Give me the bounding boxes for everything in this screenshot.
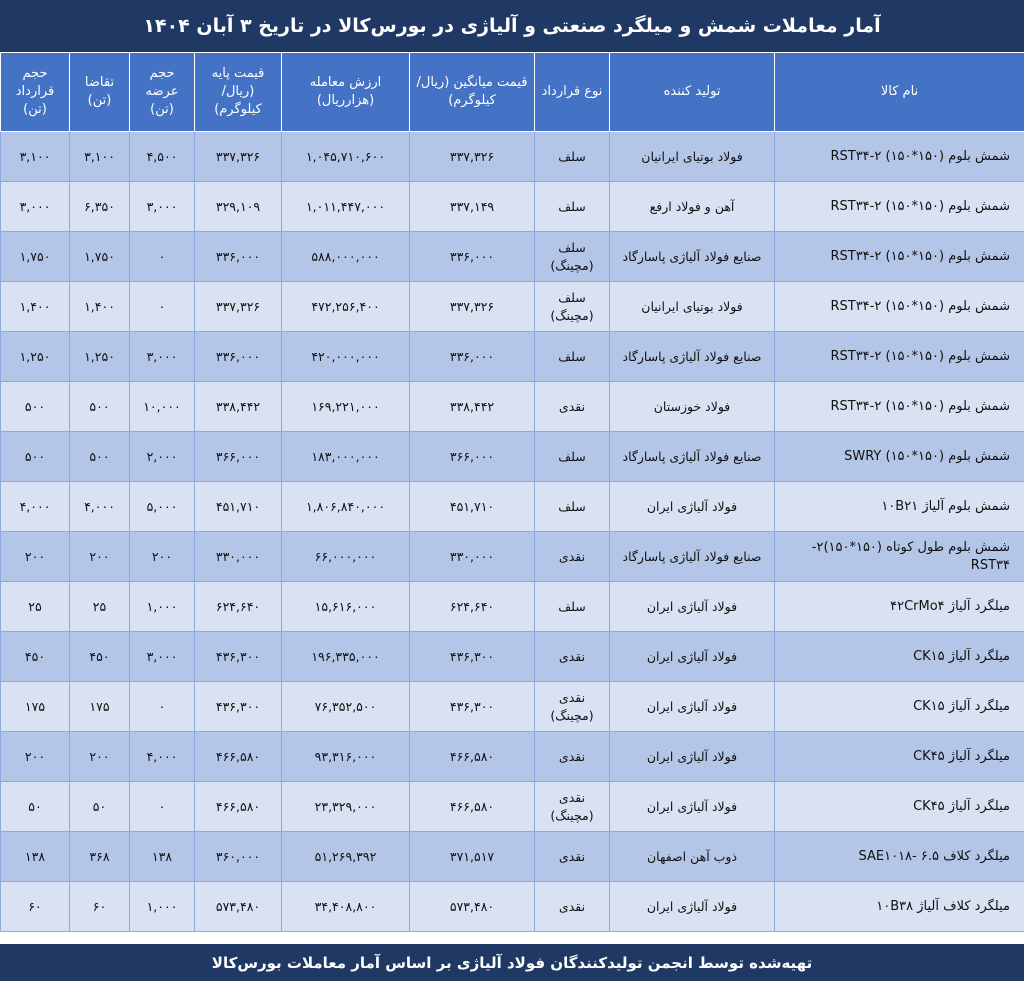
cell-trade-value: ۱,۸۰۶,۸۴۰,۰۰۰ [282, 482, 410, 532]
table-row [1, 182, 1024, 232]
cell-demand: ۲۵ [70, 582, 130, 632]
cell-avg-price: ۳۳۰,۰۰۰ [410, 532, 535, 582]
col-header-avg-price: قیمت میانگین (ریال/ کیلوگرم) [410, 53, 535, 132]
cell-product-name: شمش بلوم (۱۵۰*۱۵۰) ۲-RST۳۴ [775, 182, 1024, 232]
cell-product-name: شمش بلوم (۱۵۰*۱۵۰) ۲-RST۳۴ [775, 282, 1024, 332]
cell-avg-price: ۴۵۱,۷۱۰ [410, 482, 535, 532]
cell-base-price: ۳۳۶,۰۰۰ [195, 332, 282, 382]
cell-supply: ۰ [130, 282, 195, 332]
cell-product-name: شمش بلوم (۱۵۰*۱۵۰) ۲-RST۳۴ [775, 382, 1024, 432]
cell-avg-price: ۳۳۷,۱۴۹ [410, 182, 535, 232]
cell-volume: ۱,۷۵۰ [1, 232, 70, 282]
cell-base-price: ۴۶۶,۵۸۰ [195, 782, 282, 832]
cell-producer: فولاد آلیاژی ایران [610, 732, 775, 782]
cell-volume: ۲۰۰ [1, 532, 70, 582]
cell-demand: ۶۰ [70, 882, 130, 932]
cell-avg-price: ۳۳۷,۳۲۶ [410, 132, 535, 182]
cell-supply: ۳,۰۰۰ [130, 632, 195, 682]
cell-contract-type: نقدی [535, 732, 610, 782]
cell-contract-type: سلف [535, 432, 610, 482]
cell-volume: ۳,۱۰۰ [1, 132, 70, 182]
header-row [1, 53, 1024, 132]
col-header-supply: حجم عرضه (تن) [130, 53, 195, 132]
col-header-trade-value: ارزش معامله (هزارریال) [282, 53, 410, 132]
cell-demand: ۲۰۰ [70, 532, 130, 582]
cell-demand: ۳۶۸ [70, 832, 130, 882]
table-row [1, 882, 1024, 932]
cell-volume: ۵۰۰ [1, 432, 70, 482]
cell-demand: ۵۰ [70, 782, 130, 832]
cell-volume: ۱۳۸ [1, 832, 70, 882]
cell-base-price: ۳۳۰,۰۰۰ [195, 532, 282, 582]
cell-producer: آهن و فولاد ارفع [610, 182, 775, 232]
trades-table-wrap [0, 52, 1024, 944]
cell-avg-price: ۳۶۶,۰۰۰ [410, 432, 535, 482]
cell-supply: ۱,۰۰۰ [130, 882, 195, 932]
cell-product-name: میلگرد آلیاژ ۴۲CrMo۴ [775, 582, 1024, 632]
cell-demand: ۴,۰۰۰ [70, 482, 130, 532]
cell-avg-price: ۳۳۸,۴۴۲ [410, 382, 535, 432]
cell-contract-type: نقدی [535, 382, 610, 432]
col-header-contract: نوع قرارداد [535, 53, 610, 132]
table-row [1, 382, 1024, 432]
cell-demand: ۵۰۰ [70, 432, 130, 482]
cell-volume: ۵۰۰ [1, 382, 70, 432]
cell-avg-price: ۶۲۴,۶۴۰ [410, 582, 535, 632]
cell-volume: ۴,۰۰۰ [1, 482, 70, 532]
cell-contract-type: سلف [535, 332, 610, 382]
cell-avg-price: ۵۷۳,۴۸۰ [410, 882, 535, 932]
cell-volume: ۱,۴۰۰ [1, 282, 70, 332]
cell-product-name: شمش بلوم طول کوتاه (۱۵۰*۱۵۰)۲-RST۳۴ [775, 532, 1024, 582]
cell-volume: ۲۰۰ [1, 732, 70, 782]
cell-supply: ۱,۰۰۰ [130, 582, 195, 632]
cell-base-price: ۳۳۷,۳۲۶ [195, 282, 282, 332]
cell-contract-type: نقدی [535, 632, 610, 682]
cell-base-price: ۳۳۶,۰۰۰ [195, 232, 282, 282]
cell-base-price: ۴۶۶,۵۸۰ [195, 732, 282, 782]
table-row [1, 732, 1024, 782]
cell-avg-price: ۴۳۶,۳۰۰ [410, 682, 535, 732]
cell-demand: ۶,۳۵۰ [70, 182, 130, 232]
cell-product-name: شمش بلوم (۱۵۰*۱۵۰) ۲-RST۳۴ [775, 232, 1024, 282]
cell-supply: ۴,۵۰۰ [130, 132, 195, 182]
cell-demand: ۱,۷۵۰ [70, 232, 130, 282]
cell-contract-type: سلف [535, 132, 610, 182]
table-row [1, 282, 1024, 332]
table-row [1, 332, 1024, 382]
col-header-volume: حجم قرارداد (تن) [1, 53, 70, 132]
table-row [1, 582, 1024, 632]
cell-contract-type: سلف [535, 582, 610, 632]
cell-trade-value: ۱۵,۶۱۶,۰۰۰ [282, 582, 410, 632]
cell-avg-price: ۳۳۶,۰۰۰ [410, 332, 535, 382]
cell-avg-price: ۴۶۶,۵۸۰ [410, 732, 535, 782]
table-row [1, 482, 1024, 532]
cell-supply: ۰ [130, 232, 195, 282]
cell-volume: ۳,۰۰۰ [1, 182, 70, 232]
cell-producer: صنایع فولاد آلیاژی پاسارگاد [610, 332, 775, 382]
cell-producer: فولاد آلیاژی ایران [610, 482, 775, 532]
cell-volume: ۲۵ [1, 582, 70, 632]
cell-producer: صنایع فولاد آلیاژی پاسارگاد [610, 532, 775, 582]
cell-base-price: ۳۲۹,۱۰۹ [195, 182, 282, 232]
cell-demand: ۲۰۰ [70, 732, 130, 782]
table-row [1, 682, 1024, 732]
col-header-producer: تولید کننده [610, 53, 775, 132]
cell-volume: ۱,۲۵۰ [1, 332, 70, 382]
cell-trade-value: ۴۲۰,۰۰۰,۰۰۰ [282, 332, 410, 382]
cell-base-price: ۳۶۶,۰۰۰ [195, 432, 282, 482]
cell-demand: ۱۷۵ [70, 682, 130, 732]
cell-trade-value: ۴۷۲,۲۵۶,۴۰۰ [282, 282, 410, 332]
col-header-name: نام کالا [775, 53, 1024, 132]
cell-avg-price: ۴۶۶,۵۸۰ [410, 782, 535, 832]
cell-trade-value: ۱,۰۴۵,۷۱۰,۶۰۰ [282, 132, 410, 182]
cell-volume: ۶۰ [1, 882, 70, 932]
cell-trade-value: ۱۶۹,۲۲۱,۰۰۰ [282, 382, 410, 432]
cell-contract-type: سلف (مچینگ) [535, 232, 610, 282]
cell-volume: ۵۰ [1, 782, 70, 832]
table-row [1, 832, 1024, 882]
cell-producer: فولاد خوزستان [610, 382, 775, 432]
cell-trade-value: ۱۹۶,۳۳۵,۰۰۰ [282, 632, 410, 682]
cell-avg-price: ۴۳۶,۳۰۰ [410, 632, 535, 682]
cell-trade-value: ۹۳,۳۱۶,۰۰۰ [282, 732, 410, 782]
cell-base-price: ۳۶۰,۰۰۰ [195, 832, 282, 882]
cell-demand: ۳,۱۰۰ [70, 132, 130, 182]
table-body [1, 132, 1024, 932]
cell-contract-type: نقدی (مچینگ) [535, 682, 610, 732]
cell-product-name: شمش بلوم (۱۵۰*۱۵۰) ۲-RST۳۴ [775, 132, 1024, 182]
cell-contract-type: نقدی [535, 882, 610, 932]
cell-trade-value: ۲۳,۳۲۹,۰۰۰ [282, 782, 410, 832]
cell-trade-value: ۵۱,۲۶۹,۳۹۲ [282, 832, 410, 882]
report-title: آمار معاملات شمش و میلگرد صنعتی و آلیاژی در بورس‌کالا در تاریخ ۳ آبان ۱۴۰۴ [0, 0, 1024, 54]
cell-product-name: میلگرد آلیاژ CK۴۵ [775, 732, 1024, 782]
col-header-base-price: قیمت پایه (ریال/ کیلوگرم) [195, 53, 282, 132]
cell-supply: ۲۰۰ [130, 532, 195, 582]
cell-trade-value: ۵۸۸,۰۰۰,۰۰۰ [282, 232, 410, 282]
cell-producer: ذوب آهن اصفهان [610, 832, 775, 882]
cell-contract-type: سلف (مچینگ) [535, 282, 610, 332]
cell-demand: ۴۵۰ [70, 632, 130, 682]
cell-supply: ۱۳۸ [130, 832, 195, 882]
cell-supply: ۳,۰۰۰ [130, 182, 195, 232]
cell-demand: ۱,۴۰۰ [70, 282, 130, 332]
report-footer: تهیه‌شده توسط انجمن تولیدکنندگان فولاد آلیاژی بر اساس آمار معاملات بورس‌کالا [0, 944, 1024, 981]
cell-product-name: میلگرد کلاف ۶.۵ -SAE۱۰۱۸ [775, 832, 1024, 882]
cell-contract-type: سلف [535, 182, 610, 232]
cell-producer: فولاد آلیاژی ایران [610, 632, 775, 682]
cell-base-price: ۵۷۳,۴۸۰ [195, 882, 282, 932]
cell-contract-type: نقدی [535, 532, 610, 582]
cell-base-price: ۳۳۸,۴۴۲ [195, 382, 282, 432]
cell-volume: ۱۷۵ [1, 682, 70, 732]
cell-base-price: ۴۳۶,۳۰۰ [195, 682, 282, 732]
table-row [1, 432, 1024, 482]
cell-product-name: شمش بلوم (۱۵۰*۱۵۰) SWRY [775, 432, 1024, 482]
cell-base-price: ۴۵۱,۷۱۰ [195, 482, 282, 532]
cell-trade-value: ۷۶,۳۵۲,۵۰۰ [282, 682, 410, 732]
cell-base-price: ۶۲۴,۶۴۰ [195, 582, 282, 632]
cell-trade-value: ۳۴,۴۰۸,۸۰۰ [282, 882, 410, 932]
cell-supply: ۴,۰۰۰ [130, 732, 195, 782]
cell-trade-value: ۱,۰۱۱,۴۴۷,۰۰۰ [282, 182, 410, 232]
cell-contract-type: نقدی [535, 832, 610, 882]
table-row [1, 782, 1024, 832]
table-row [1, 132, 1024, 182]
cell-supply: ۲,۰۰۰ [130, 432, 195, 482]
cell-producer: فولاد آلیاژی ایران [610, 882, 775, 932]
cell-producer: فولاد آلیاژی ایران [610, 682, 775, 732]
cell-avg-price: ۳۳۶,۰۰۰ [410, 232, 535, 282]
cell-producer: فولاد آلیاژی ایران [610, 782, 775, 832]
cell-contract-type: سلف [535, 482, 610, 532]
cell-product-name: میلگرد کلاف آلیاژ ۱۰B۳۸ [775, 882, 1024, 932]
cell-product-name: میلگرد آلیاژ CK۴۵ [775, 782, 1024, 832]
cell-supply: ۰ [130, 682, 195, 732]
cell-contract-type: نقدی (مچینگ) [535, 782, 610, 832]
cell-producer: فولاد بوتیای ایرانیان [610, 282, 775, 332]
cell-producer: فولاد آلیاژی ایران [610, 582, 775, 632]
cell-base-price: ۳۳۷,۳۲۶ [195, 132, 282, 182]
cell-avg-price: ۳۷۱,۵۱۷ [410, 832, 535, 882]
cell-product-name: میلگرد آلیاژ CK۱۵ [775, 682, 1024, 732]
cell-supply: ۵,۰۰۰ [130, 482, 195, 532]
cell-product-name: میلگرد آلیاژ CK۱۵ [775, 632, 1024, 682]
table-row [1, 232, 1024, 282]
table-row [1, 532, 1024, 582]
cell-trade-value: ۶۶,۰۰۰,۰۰۰ [282, 532, 410, 582]
table-row [1, 632, 1024, 682]
cell-producer: صنایع فولاد آلیاژی پاسارگاد [610, 432, 775, 482]
cell-product-name: شمش بلوم (۱۵۰*۱۵۰) ۲-RST۳۴ [775, 332, 1024, 382]
cell-producer: فولاد بوتیای ایرانیان [610, 132, 775, 182]
cell-producer: صنایع فولاد آلیاژی پاسارگاد [610, 232, 775, 282]
cell-demand: ۵۰۰ [70, 382, 130, 432]
cell-supply: ۳,۰۰۰ [130, 332, 195, 382]
cell-supply: ۱۰,۰۰۰ [130, 382, 195, 432]
cell-base-price: ۴۳۶,۳۰۰ [195, 632, 282, 682]
cell-trade-value: ۱۸۳,۰۰۰,۰۰۰ [282, 432, 410, 482]
cell-demand: ۱,۲۵۰ [70, 332, 130, 382]
cell-supply: ۰ [130, 782, 195, 832]
cell-avg-price: ۳۳۷,۳۲۶ [410, 282, 535, 332]
col-header-demand: تقاضا (تن) [70, 53, 130, 132]
cell-product-name: شمش بلوم آلیاژ ۱۰B۲۱ [775, 482, 1024, 532]
trades-table [0, 52, 1024, 932]
cell-volume: ۴۵۰ [1, 632, 70, 682]
